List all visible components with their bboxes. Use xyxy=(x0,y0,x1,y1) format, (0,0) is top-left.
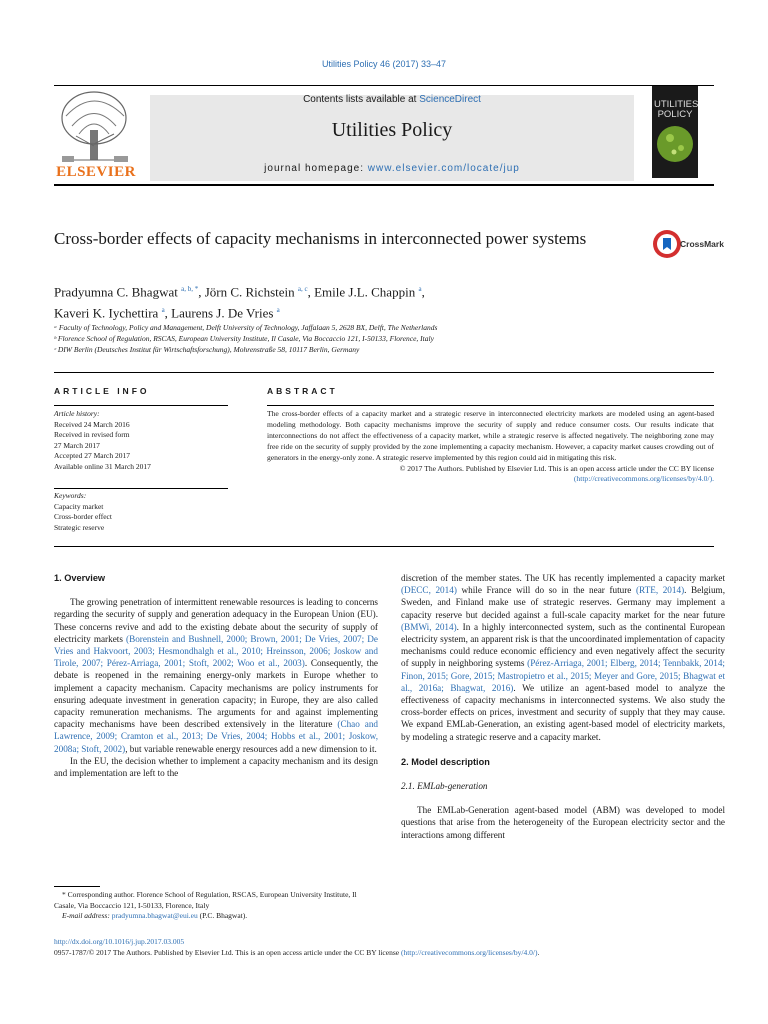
email-link[interactable]: pradyumna.bhagwat@eui.eu xyxy=(111,911,198,920)
email-line: E-mail address: pradyumna.bhagwat@eui.eu (P.C. Bhagwat). xyxy=(62,911,248,920)
author-list: Pradyumna C. Bhagwat $^{a, b, *}$, Jörn C. Richstein $^{a, c}$, Emile J.L. Chappin $^a$, Kaveri K. Iychettira $^a$, Laurens J. De Vries $^a$ xyxy=(54,284,425,321)
abstract-license: © 2017 The Authors. Published by Elsevier Ltd. This is an open access article under the CC BY license (http://creativecommons.org/licenses/by/4.0/). xyxy=(399,463,714,484)
reference-link[interactable]: (BMWi, 2014) xyxy=(401,621,457,632)
homepage-link[interactable]: www.elsevier.com/locate/jup xyxy=(367,163,520,174)
journal-homepage: journal homepage: www.elsevier.com/locate/jup xyxy=(264,163,520,174)
history-item: 27 March 2017 xyxy=(54,440,100,450)
author: Emile J.L. Chappin xyxy=(314,284,416,300)
elsevier-wordmark[interactable]: ELSEVIER xyxy=(56,164,136,180)
section-heading: 1. Overview xyxy=(54,573,106,583)
cover-title: UTILITIES POLICY xyxy=(654,99,699,120)
paragraph: In the EU, the decision whether to implement a capacity mechanism and its design and implementation are left to the xyxy=(54,755,378,779)
sciencedirect-link[interactable]: ScienceDirect xyxy=(419,94,481,105)
doi-link[interactable]: http://dx.doi.org/10.1016/j.jup.2017.03.005 xyxy=(54,937,185,946)
history-item: Received in revised form xyxy=(54,430,130,439)
paragraph: The growing penetration of intermittent renewable resources is leading to concerns regarding the security of supply and generation adequacy in the European Union (EU). These concerns revive and add to the existing debate about the security of supply of electricity markets (Borenstein and Bushnell, 2000; Brown, 2001; De Vries, 2007; De Vries and Hakvoort, 2003; Hesmondhalgh et al., 2010; Hreinsson, 2006; Joskow and Tirole, 2007; Pérez-Arriaga, 2001; Stoft, 2002; Woo et al., 2003). Consequently, the debate is reopened in the remaining energy-only markets in Europe whether to implement a capacity mechanism. Capacity mechanisms are policy instruments for ensuring adequate investment in generation capacity; in Europe, they are also called capacity remuneration mechanisms. The arguments for and against implementing capacity mechanisms have been described extensively in the literature (Chao and Lawrence, 2009; Cramton et al., 2013; De Vries, 2004; Hobbs et al., 2001; Joskow, 2008a; Stoft, 2002), but variable renewable energy resources add a new dimension to it. xyxy=(54,597,379,754)
author-affil-mark[interactable]: a xyxy=(418,285,422,293)
reference-link[interactable]: (DECC, 2014) xyxy=(401,585,457,596)
author-affil-mark[interactable]: a xyxy=(161,306,165,315)
journal-name: Utilities Policy xyxy=(331,119,453,141)
affiliation: ᵃ Faculty of Technology, Policy and Management, Delft University of Technology, Jaffalaan 5, 2628 BX, Delft, The Netherlands xyxy=(54,323,438,332)
author-affil-mark[interactable]: a, c xyxy=(297,285,308,293)
author-affil-mark[interactable]: a xyxy=(276,306,280,315)
affiliations xyxy=(54,322,674,355)
journal-citation[interactable]: Utilities Policy 46 (2017) 33–47 xyxy=(321,59,447,69)
keyword: Cross-border effect xyxy=(54,512,112,521)
author: Pradyumna C. Bhagwat xyxy=(54,284,178,300)
divider xyxy=(54,488,228,489)
crossmark-label[interactable]: CrossMark xyxy=(680,239,724,249)
article-info-heading: ARTICLE INFO xyxy=(54,386,150,396)
divider xyxy=(54,546,714,547)
footnote-rule xyxy=(54,886,100,887)
affiliation: ᵇ Florence School of Regulation, RSCAS, European University Institute, Il Casale, Via Boccaccio 121, I-50133, Florence, Italy xyxy=(54,334,434,343)
reference-link[interactable]: (Pérez-Arriaga, 2001; Elberg, 2014; Tennbakk, 2014; Finon, 2015; Gore, 2015; Mastropietro et al., 2015; Meyer and Gore, 2015; Bhagwat et al., 2016a; Bhagwat, 2016) xyxy=(401,658,725,693)
author: Jörn C. Richstein xyxy=(204,284,295,300)
license-link[interactable]: (http://creativecommons.org/licenses/by/4.0/). xyxy=(573,474,714,484)
history-item: Received 24 March 2016 xyxy=(54,419,130,429)
article-history xyxy=(54,409,228,472)
author-affil-mark[interactable]: a, b, * xyxy=(181,285,199,293)
page-footer xyxy=(54,937,714,958)
header-rule-bottom xyxy=(54,184,714,186)
issn-line: 0957-1787/© 2017 The Authors. Published by Elsevier Ltd. This is an open access article under the CC BY license (http://creativecommons.org/licenses/by/4.0/). xyxy=(54,947,540,957)
divider xyxy=(54,372,714,373)
author: Laurens J. De Vries xyxy=(171,305,274,321)
corresponding-author: * Corresponding author. Florence School of Regulation, RSCAS, European University Institute, Il Casale, Via Boccaccio 121, I-50133, Florence, Italy xyxy=(54,890,357,910)
divider xyxy=(267,405,714,406)
history-label: Article history: xyxy=(54,409,100,418)
left-column xyxy=(54,572,378,779)
abstract-text: The cross-border effects of a capacity market and a strategic reserve in interconnected electricity markets are modeled using an agent-based modeling methodology. Both capacity mechanisms improve the security of supply and reduce consumer costs. Our results indicate that interconnections do not affect the effectiveness of a capacity market, while a strategic reserve is affected negatively. The neighboring zone may free ride on the security of supply provided by the zone implementing a capacity mechanism. However, a capacity market causes crowding out of generators in the energy-only zone. A strategic reserve implemented by this region could aid in mitigating this risk. xyxy=(267,409,714,462)
author: Kaveri K. Iychettira xyxy=(54,305,159,321)
divider xyxy=(54,405,228,406)
reference-link[interactable]: (Borenstein and Bushnell, 2000; Brown, 2001; De Vries, 2007; De Vries and Hakvoort, 2003; Hesmondhalgh et al., 2010; Hreinsson, 2006; Joskow and Tirole, 2007; Pérez-Arriaga, 2001; Stoft, 2002; Woo et al., 2003) xyxy=(54,633,378,669)
keyword: Strategic reserve xyxy=(54,522,105,532)
header-rule-top xyxy=(54,85,714,86)
paragraph: discretion of the member states. The UK has recently implemented a capacity market (DECC, 2014) while France will do so in the near future (RTE, 2014). Belgium, Sweden, and Finland make use of strategic reserves. Germany may implement a capacity reserve but decided against a full-scale capacity market for the near future (BMWi, 2014). In a highly interconnected system, such as the continental European electricity system, an apparent risk is that the uncoordinated implementation of capacity mechanisms could reduce economic efficiency and even negatively affect the security of supply in neighboring systems (Pérez-Arriaga, 2001; Elberg, 2014; Tennbakk, 2014; Finon, 2015; Gore, 2015; Mastropietro et al., 2015; Meyer and Gore, 2015; Bhagwat et al., 2016a; Bhagwat, 2016). We utilize an agent-based model to analyze the effectiveness of capacity mechanisms in interconnected systems. We also study the cross-border effects on prices, investment and security of supply that they may cause. We expand EMLab-Generation, an existing agent-based model of electricity markets, by modeling a strategic reserve and a capacity market. xyxy=(401,573,725,742)
reference-link[interactable]: (RTE, 2014) xyxy=(635,585,685,596)
article-title: Cross-border effects of capacity mechanisms in interconnected power systems xyxy=(54,229,587,248)
subsection-heading: 2.1. EMLab-generation xyxy=(401,781,488,792)
abstract-body xyxy=(267,409,714,485)
contents-available: Contents lists available at ScienceDirect xyxy=(303,94,481,105)
history-item: Accepted 27 March 2017 xyxy=(54,451,131,460)
history-item: Available online 31 March 2017 xyxy=(54,461,151,471)
abstract-heading: ABSTRACT xyxy=(267,386,338,396)
right-column xyxy=(401,572,725,841)
keywords-label: Keywords: xyxy=(54,491,87,500)
affiliation: ᶜ DIW Berlin (Deutsches Institut für Wirtschaftsforschung), Mohrenstraße 58, 10117 Berlin, Germany xyxy=(54,345,360,354)
footnote xyxy=(54,890,378,922)
license-link[interactable]: (http://creativecommons.org/licenses/by/4.0/) xyxy=(400,947,538,957)
reference-link[interactable]: (Chao and Lawrence, 2009; Cramton et al., 2013; De Vries, 2004; Hobbs et al., 2001; Joskow, 2008a; Stoft, 2002) xyxy=(54,719,379,754)
keywords xyxy=(54,491,228,533)
keyword: Capacity market xyxy=(54,501,104,511)
section-heading: 2. Model description xyxy=(401,756,490,767)
paragraph: The EMLab-Generation agent-based model (ABM) was developed to model questions that arise from the heterogeneity of the European electricity sector and the interactions among different xyxy=(401,805,725,840)
